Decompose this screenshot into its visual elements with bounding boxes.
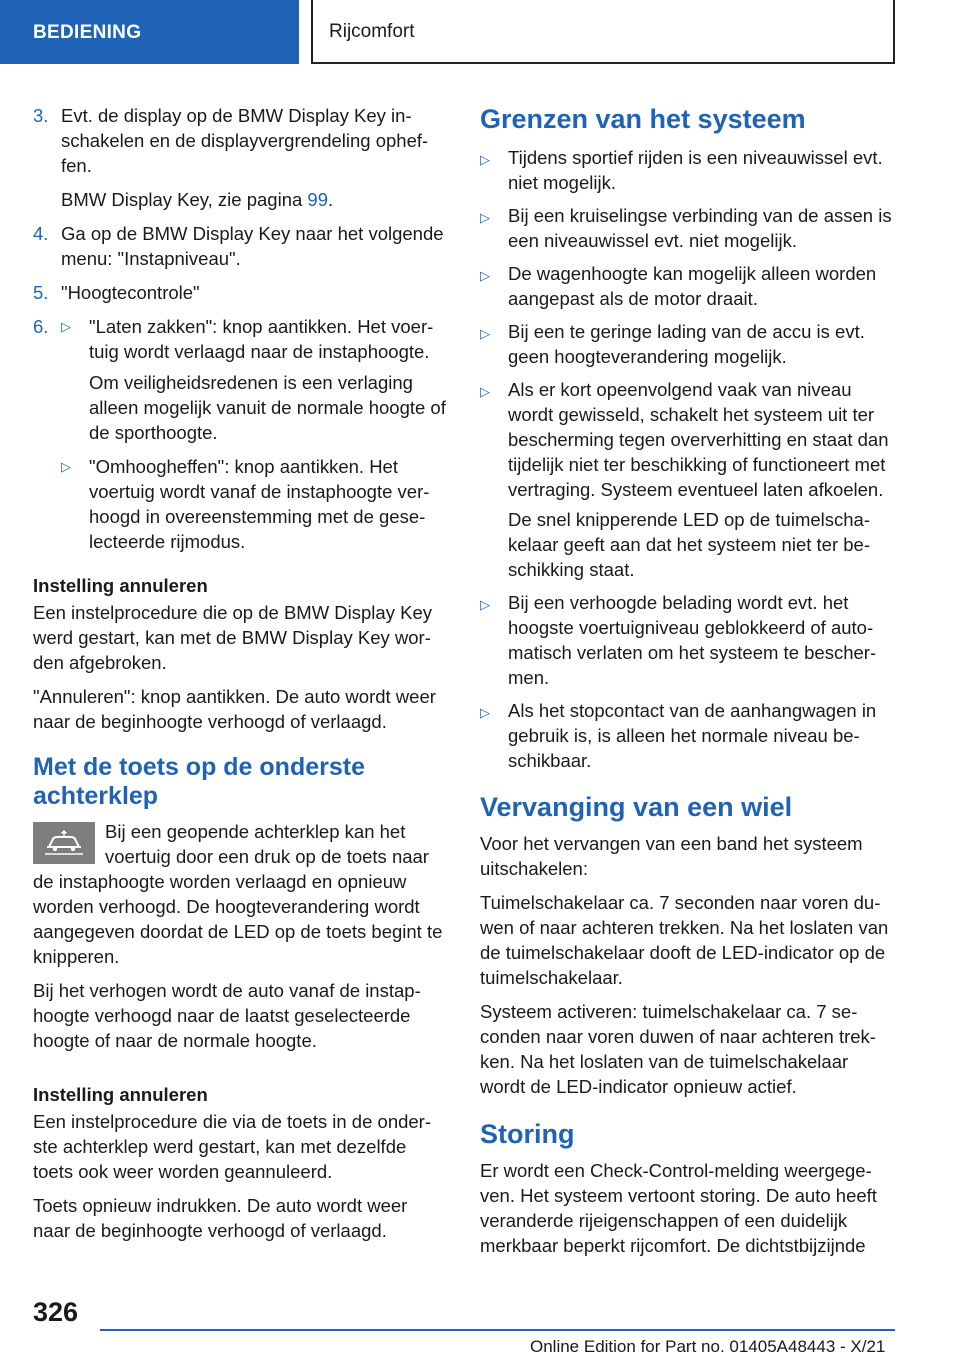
step-number: 6. xyxy=(33,316,49,337)
paragraph: "Annuleren": knop aantikken. De auto wordt weer naar de beginhoogte verhoogd of verlaagd. xyxy=(33,686,436,732)
step-4 xyxy=(33,221,448,271)
paragraph: Toets opnieuw indrukken. De auto wordt weer naar de beginhoogte verhoogd of verlaagd. xyxy=(33,1195,408,1241)
sub-item-lower xyxy=(61,314,448,445)
triangle-right-icon: ▷ xyxy=(61,319,71,334)
paragraph: Systeem activeren: tuimelschakelaar ca. 7 seconden naar voren duwen of naar achteren trekken. Na het loslaten van de tuimelschakelaar wordt de LED-indicator opnieuw actief. xyxy=(480,1001,876,1097)
left-column xyxy=(33,103,448,1252)
sub-item-note: Om veiligheidsredenen is een verlaging alleen mogelijk vanuit de normale hoogte of de sporthoogte. xyxy=(89,372,446,443)
paragraph: Er wordt een Check-Control-melding weergegeven. Het systeem vertoont storing. De auto heeft veranderde rijeigenschappen of een duidelijk merkbaar beperkt rijcomfort. De dichtstbijzijnde xyxy=(480,1160,877,1256)
triangle-right-icon: ▷ xyxy=(480,210,490,225)
triangle-right-icon: ▷ xyxy=(480,326,490,341)
step-text: Evt. de display op de BMW Display Key inschakelen en de displayvergrendeling opheffen. xyxy=(61,105,429,176)
list-item xyxy=(480,261,898,311)
section-tab[interactable]: BEDIENING xyxy=(0,0,299,64)
step-6 xyxy=(33,314,448,554)
list-item xyxy=(480,319,898,369)
step-number: 3. xyxy=(33,105,49,126)
list-item xyxy=(480,377,898,582)
page-reference: BMW Display Key, zie pagina 99. xyxy=(61,189,334,210)
list-item-text: Bij een verhoogde belading wordt evt. het hoogste voertuigniveau geblokkeerd of automatisch verlaten om het systeem te beschermen. xyxy=(508,592,877,688)
section-heading-limits: Grenzen van het systeem xyxy=(480,104,806,134)
list-item xyxy=(480,698,898,773)
sub-item-text: "Laten zakken": knop aantikken. Het voertuig wordt verlaagd naar de instaphoogte. xyxy=(89,316,434,362)
page-number: 326 xyxy=(33,1297,79,1327)
section-heading-fault: Storing xyxy=(480,1119,575,1149)
edition-info: Online Edition for Part no. 01405A48443 - X/21 xyxy=(530,1337,886,1356)
section-heading-tailgate: Met de toets op de onderste achterklep xyxy=(33,753,365,810)
page-link[interactable]: 99 xyxy=(307,189,328,210)
triangle-right-icon: ▷ xyxy=(480,268,490,283)
step-number: 4. xyxy=(33,223,49,244)
triangle-right-icon: ▷ xyxy=(61,459,71,474)
list-item-note: De snel knipperende LED op de tuimelschakelaar geeft aan dat het systeem niet ter beschikking staat. xyxy=(508,509,870,580)
triangle-right-icon: ▷ xyxy=(480,705,490,720)
paragraph: Een instelprocedure die op de BMW Display Key werd gestart, kan met de BMW Display Key worden afgebroken. xyxy=(33,602,432,673)
paragraph: Voor het vervangen van een band het systeem uitschakelen: xyxy=(480,833,863,879)
paragraph: Een instelprocedure die via de toets in de onderste achterklep werd gestart, kan met dezelfde toets ook weer worden geannuleerd. xyxy=(33,1111,432,1182)
step-5 xyxy=(33,280,448,305)
triangle-right-icon: ▷ xyxy=(480,152,490,167)
triangle-right-icon: ▷ xyxy=(480,597,490,612)
list-item-text: Bij een te geringe lading van de accu is evt. geen hoogteverandering mogelijk. xyxy=(508,321,865,367)
list-item xyxy=(480,203,898,253)
right-column xyxy=(480,103,898,1267)
paragraph: Tuimelschakelaar ca. 7 seconden naar voren duwen of naar achteren trekken. Na het loslaten van de tuimelschakelaar dooft de LED-indicator op de tuimelschakelaar. xyxy=(480,892,889,988)
paragraph: Bij het verhogen wordt de auto vanaf de instaphoogte verhoogd naar de laatst geselecteerde hoogte of naar de normale hoogte. xyxy=(33,980,421,1051)
step-3 xyxy=(33,103,448,212)
subheading-cancel: Instelling annuleren xyxy=(33,1084,208,1105)
car-height-icon xyxy=(33,822,95,864)
step-text: "Hoogtecontrole" xyxy=(61,282,200,303)
paragraph: Bij een geopende achterklep kan het voertuig door een druk op de toets naar de instaphoogte worden verlaagd en opnieuw worden verhoogd. De hoogteverandering wordt aangegeven doordat de LED op de toets begint te knipperen. xyxy=(33,821,443,967)
list-item xyxy=(480,145,898,195)
step-number: 5. xyxy=(33,282,49,303)
list-item-text: Als het stopcontact van de aanhangwagen in gebruik is, is alleen het normale niveau beschikbaar. xyxy=(508,700,877,771)
list-item xyxy=(480,590,898,690)
triangle-right-icon: ▷ xyxy=(480,384,490,399)
list-item-text: De wagenhoogte kan mogelijk alleen worden aangepast als de motor draait. xyxy=(508,263,877,309)
list-item-text: Bij een kruiselingse verbinding van de assen is een niveauwissel evt. niet mogelijk. xyxy=(508,205,892,251)
list-item-text: Tijdens sportief rijden is een niveauwissel evt. niet mogelijk. xyxy=(508,147,883,193)
sub-item-raise xyxy=(61,454,448,554)
list-item-text: Als er kort opeenvolgend vaak van niveau wordt gewisseld, schakelt het systeem uit ter bescherming tegen oververhitting en staat dan tijdelijk niet ter beschikking of functioneert met vertraging. Systeem eventueel laten afkoelen. xyxy=(508,379,889,500)
chapter-title: Rijcomfort xyxy=(311,0,895,64)
step-text: Ga op de BMW Display Key naar het volgende menu: "Instapniveau". xyxy=(61,223,444,269)
section-heading-wheel: Vervanging van een wiel xyxy=(480,792,793,822)
footer-divider xyxy=(100,1329,895,1331)
subheading-cancel: Instelling annuleren xyxy=(33,575,208,596)
sub-item-text: "Omhoogheffen": knop aantikken. Het voertuig wordt vanaf de instaphoogte verhoogd in overeenstemming met de geselecteerde rijmodus. xyxy=(89,456,430,552)
